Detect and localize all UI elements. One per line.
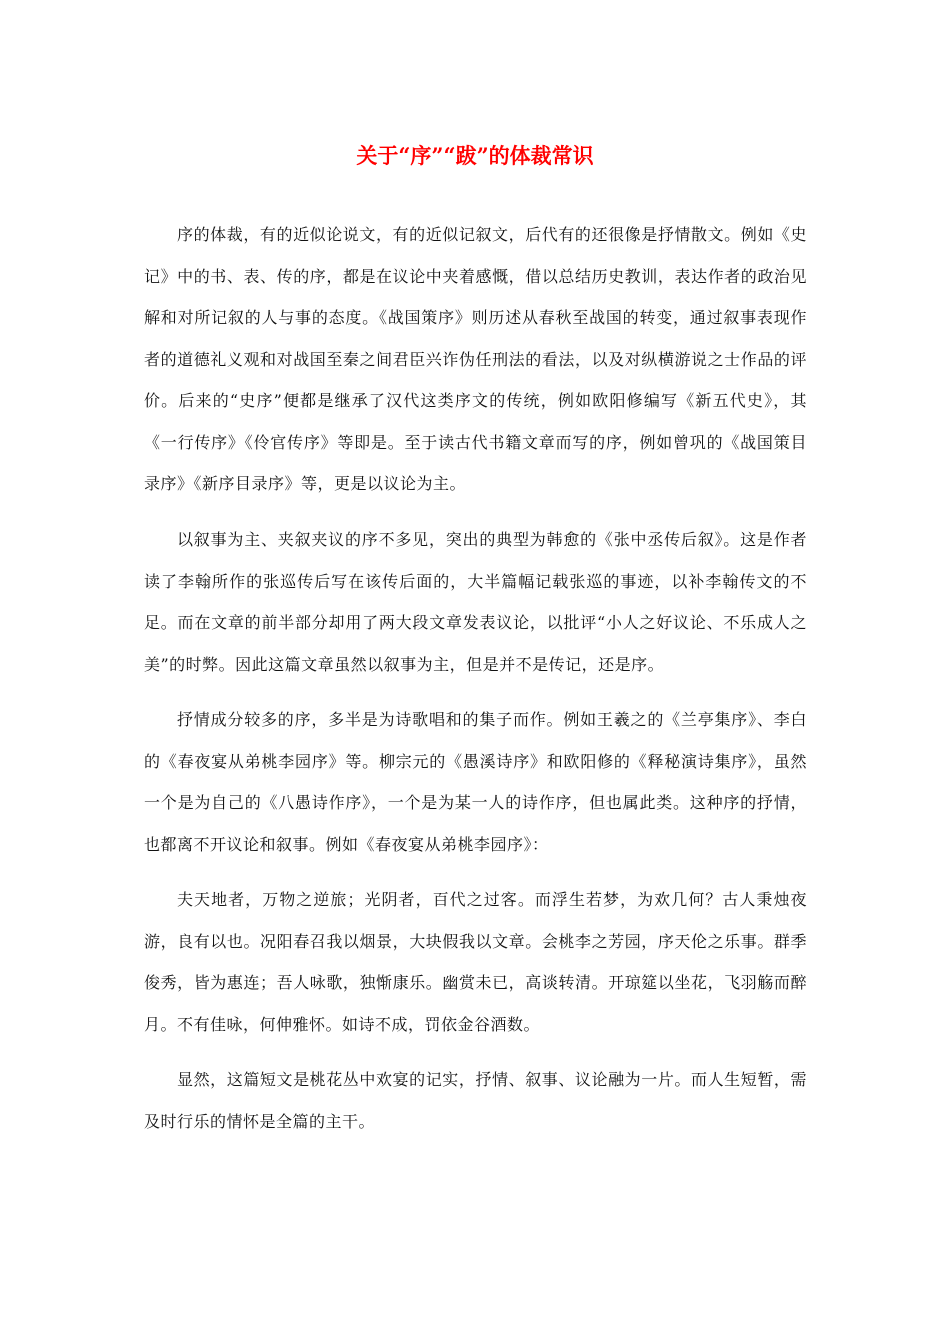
paragraph-4-quoted-text: 夫天地者，万物之逆旅；光阴者，百代之过客。而浮生若梦，为欢几何？古人秉烛夜游，良有以也。况阳春召我以烟景，大块假我以文章。会桃李之芳园，序天伦之乐事。群季俊秀，皆为惠连；吾人咏歌，独惭康乐。幽赏未已，高谈转清。开琼筵以坐花，飞羽觞而醉月。不有佳咏，何伸雅怀。如诗不成，罚依金谷酒数。: [144, 890, 807, 1034]
paragraph-2: 以叙事为主、夹叙夹议的序不多见，突出的典型为韩愈的《张中丞传后叙》。这是作者读了李翰所作的张巡传后写在该传后面的，大半篇幅记载张巡的事迹，以补李翰传文的不足。而在文章的前半部分却用了两大段文章发表议论，以批评“小人之好议论、不乐成人之美”的时弊。因此这篇文章虽然以叙事为主，但是并不是传记，还是序。: [144, 530, 807, 674]
paragraph-1: 序的体裁，有的近似论说文，有的近似记叙文，后代有的还很像是抒情散文。例如《史记》中的书、表、传的序，都是在议论中夹着感慨，借以总结历史教训，表达作者的政治见解和对所记叙的人与事的态度。《战国策序》则历述从春秋至战国的转变，通过叙事表现作者的道德礼义观和对战国至秦之间君臣兴诈伪任刑法的看法，以及对纵横游说之士作品的评价。后来的“史序”便都是继承了汉代这类序文的传统，例如欧阳修编写《新五代史》，其《一行传序》《伶官传序》等即是。至于读古代书籍文章而写的序，例如曾巩的《战国策目录序》《新序目录序》等，更是以议论为主。: [144, 225, 807, 493]
document-title: 关于“序”“跋”的体裁常识: [356, 143, 594, 168]
paragraph-3: 抒情成分较多的序，多半是为诗歌唱和的集子而作。例如王羲之的《兰亭集序》、李白的《春夜宴从弟桃李园序》等。柳宗元的《愚溪诗序》和欧阳修的《释秘演诗集序》，虽然一个是为自己的《八愚诗作序》，一个是为某一人的诗作序，但也属此类。这种序的抒情，也都离不开议论和叙事。例如《春夜宴从弟桃李园序》：: [144, 710, 807, 854]
paragraph-5: 显然，这篇短文是桃花丛中欢宴的记实，抒情、叙事、议论融为一片。而人生短暂，需及时行乐的情怀是全篇的主干。: [144, 1070, 807, 1131]
